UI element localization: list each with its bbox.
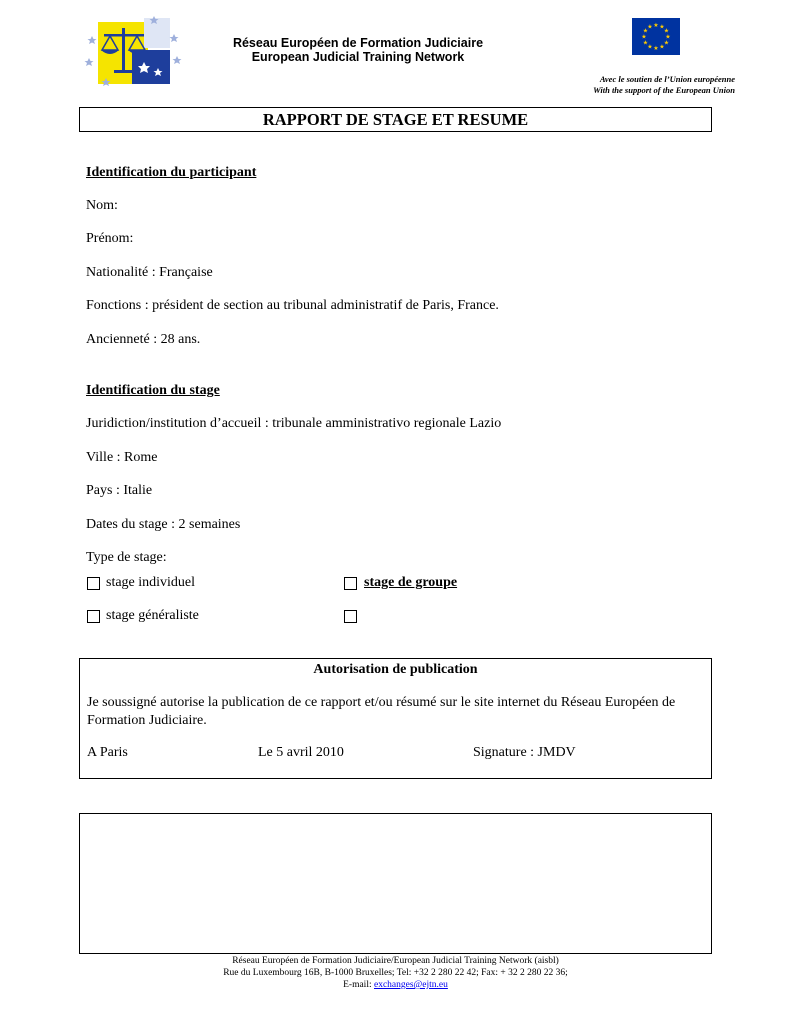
- footer-email-link[interactable]: exchanges@ejtn.eu: [373, 980, 448, 990]
- field-type-label: Type de stage:: [86, 550, 167, 565]
- svg-text:★: ★: [642, 27, 649, 35]
- field-ville: Ville : Rome: [86, 450, 158, 465]
- checkbox-stage-individuel[interactable]: [87, 577, 100, 590]
- authorization-place: A Paris: [87, 745, 128, 760]
- svg-text:★: ★: [641, 33, 647, 41]
- svg-text:★: ★: [659, 23, 665, 31]
- support-text-fr: Avec le soutien de l’Union européenne: [599, 74, 735, 84]
- field-nationalite: Nationalité : Française: [86, 265, 213, 280]
- field-dates: Dates du stage : 2 semaines: [86, 517, 241, 532]
- field-prenom: Prénom:: [86, 231, 134, 246]
- checkbox-stage-groupe[interactable]: [344, 577, 357, 590]
- authorization-date: Le 5 avril 2010: [258, 745, 344, 760]
- svg-text:★: ★: [663, 39, 670, 47]
- summary-box[interactable]: [79, 813, 712, 954]
- svg-text:★: ★: [653, 22, 659, 29]
- svg-text:★: ★: [647, 43, 653, 51]
- authorization-signature: Signature : JMDV: [473, 745, 576, 760]
- footer-email-label: E-mail:: [343, 980, 372, 990]
- footer-line-1: Réseau Européen de Formation Judiciaire/European Judicial Training Network (aisbl): [232, 956, 559, 966]
- authorization-box: [79, 658, 712, 779]
- field-pays: Pays : Italie: [86, 483, 153, 498]
- support-text-en: With the support of the European Union: [593, 85, 735, 95]
- stage-heading: Identification du stage: [86, 383, 220, 398]
- footer-email-line: [0, 980, 791, 990]
- footer-line-2: Rue du Luxembourg 16B, B-1000 Bruxelles; Tel: +32 2 280 22 42; Fax: + 32 2 280 22 36;: [223, 968, 568, 978]
- svg-text:★: ★: [665, 33, 671, 41]
- svg-text:★: ★: [663, 27, 670, 35]
- participant-heading: Identification du participant: [86, 165, 257, 180]
- label-stage-generaliste: stage généraliste: [106, 608, 199, 623]
- eu-flag-icon: [632, 18, 680, 55]
- svg-text:★: ★: [653, 45, 659, 52]
- checkbox-stage-generaliste[interactable]: [87, 610, 100, 623]
- field-anciennete: Ancienneté : 28 ans.: [86, 332, 201, 347]
- label-stage-groupe: stage de groupe: [364, 575, 458, 590]
- field-juridiction: Juridiction/institution d’accueil : tribunale amministrativo regionale Lazio: [86, 416, 502, 431]
- svg-text:★: ★: [659, 43, 665, 51]
- org-name-en: European Judicial Training Network: [251, 50, 465, 64]
- authorization-heading: Autorisation de publication: [313, 662, 478, 677]
- svg-text:★: ★: [647, 23, 653, 31]
- org-name-fr: Réseau Européen de Formation Judiciaire: [232, 36, 484, 50]
- label-stage-individuel: stage individuel: [106, 575, 196, 590]
- authorization-text: Je soussigné autorise la publication de ce rapport et/ou résumé sur le site internet du Réseau Européen de Formation Judiciaire.: [87, 695, 676, 728]
- svg-text:★: ★: [642, 39, 649, 47]
- field-nom: Nom:: [86, 198, 118, 213]
- field-fonctions: Fonctions : président de section au tribunal administratif de Paris, France.: [86, 298, 499, 313]
- document-title: RAPPORT DE STAGE ET RESUME: [79, 107, 712, 132]
- checkbox-stage-unlabeled[interactable]: [344, 610, 357, 623]
